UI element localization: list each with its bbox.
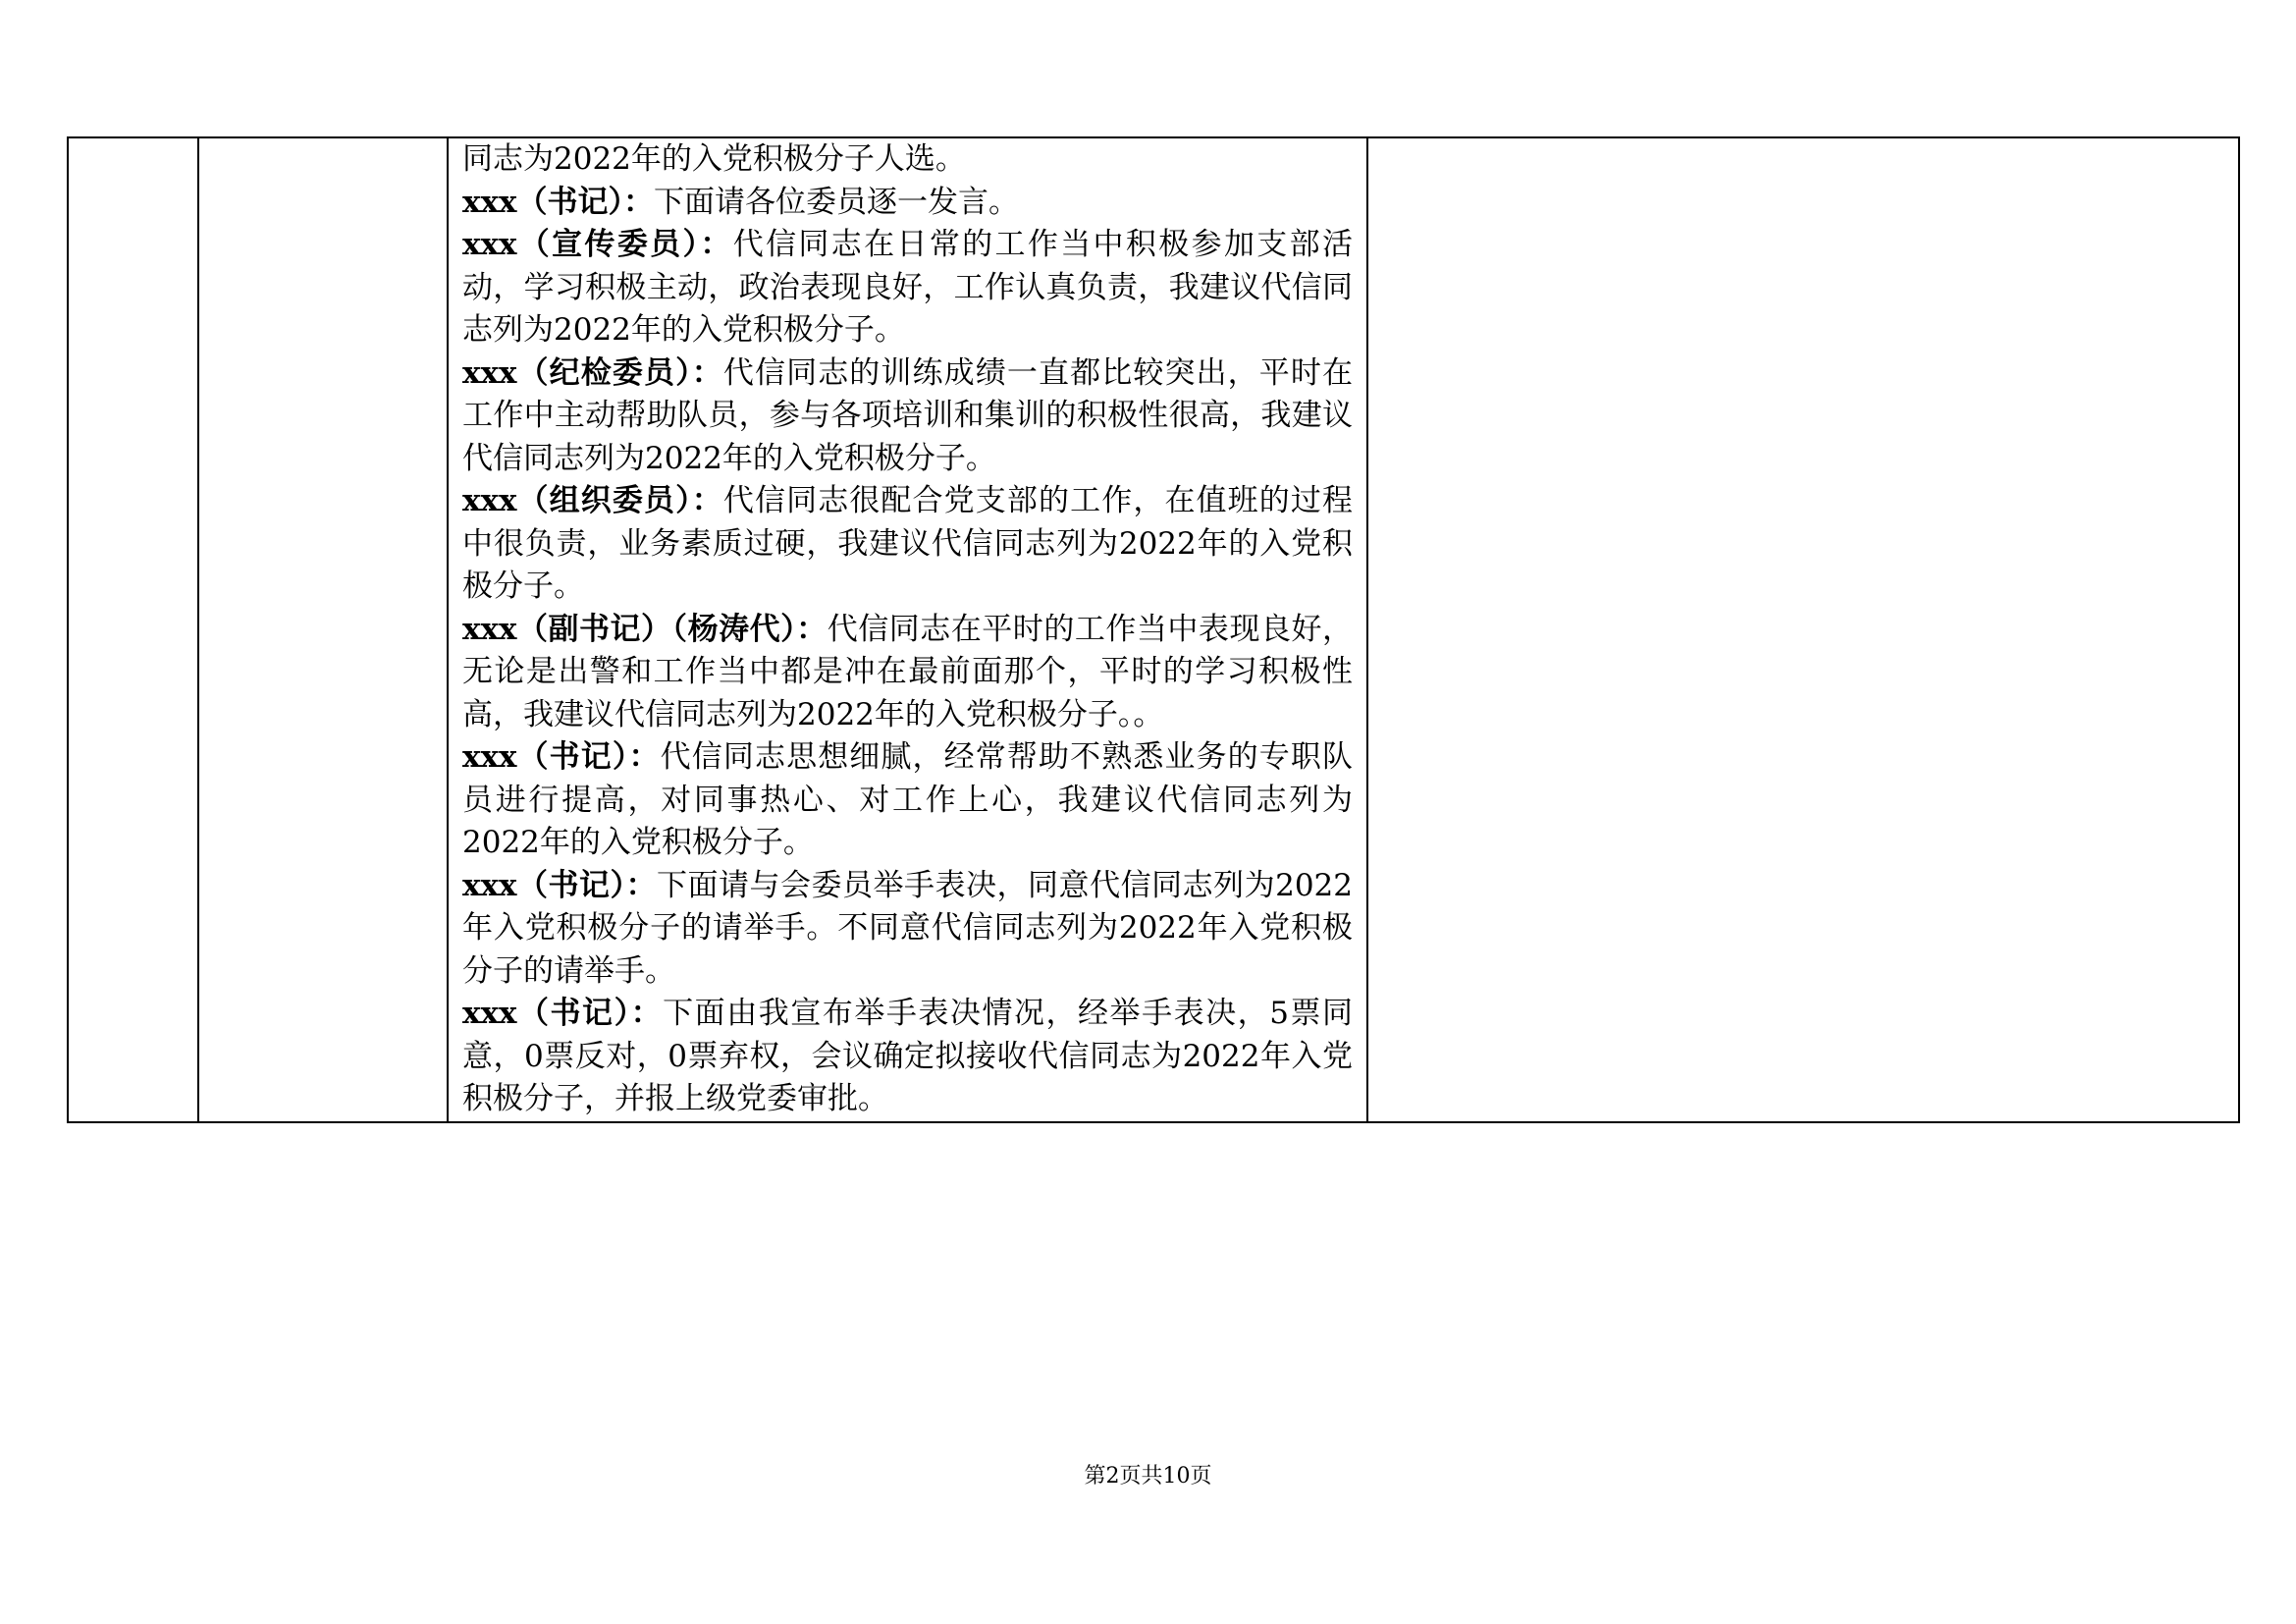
paragraph-6: [462, 609, 1353, 737]
paragraph-9: [462, 993, 1353, 1121]
paragraph-7: [462, 736, 1353, 865]
speaker-label: xxx（副书记）（杨涛代）：: [462, 611, 828, 647]
speaker-label: xxx（书记）：: [462, 867, 657, 903]
paragraph-text: 代信同志在平时的工作当中表现良好，无论是出警和工作当中都是冲在最前面那个，平时的学习积极性高，我建议代信同志列为2022年的入党积极分子。。: [462, 611, 1353, 732]
paragraph-text: 代信同志思想细腻，经常帮助不熟悉业务的专职队员进行提高，对同事热心、对工作上心，我建议代信同志列为2022年的入党积极分子。: [462, 739, 1353, 860]
page-number-footer: 第2页共10页: [1084, 1464, 1212, 1489]
speaker-label: xxx（宣传委员）：: [462, 227, 733, 262]
empty-cell-1: [68, 137, 198, 1122]
table-row: [68, 137, 2239, 1122]
empty-cell-2: [198, 137, 448, 1122]
minutes-table: [67, 136, 2240, 1123]
paragraph-2: [462, 182, 1353, 225]
paragraph-4: [462, 352, 1353, 481]
paragraph-5: [462, 480, 1353, 609]
paragraph-text: 下面由我宣布举手表决情况，经举手表决，5票同意，0票反对，0票弃权，会议确定拟接收代信同志为2022年入党积极分子，并报上级党委审批。: [462, 996, 1353, 1116]
meeting-content-cell: [448, 137, 1367, 1122]
paragraph-text: 同志为2022年的入党积极分子人选。: [462, 141, 966, 177]
paragraph-text: 代信同志在日常的工作当中积极参加支部活动，学习积极主动，政治表现良好，工作认真负责，我建议代信同志列为2022年的入党积极分子。: [462, 227, 1353, 348]
paragraph-text: 下面请各位委员逐一发言。: [653, 184, 1019, 220]
speaker-label: xxx（书记）：: [462, 996, 664, 1031]
empty-cell-4: [1367, 137, 2239, 1122]
paragraph-8: [462, 865, 1353, 994]
speaker-label: xxx（组织委员）：: [462, 483, 723, 518]
paragraph-text: 代信同志的训练成绩一直都比较突出，平时在工作中主动帮助队员，参与各项培训和集训的积极性很高，我建议代信同志列为2022年的入党积极分子。: [462, 354, 1354, 476]
speaker-label: xxx（书记）：: [462, 739, 661, 775]
speaker-label: xxx（书记）：: [462, 184, 654, 220]
speaker-label: xxx（纪检委员）：: [462, 354, 723, 391]
paragraph-text: 下面请与会委员举手表决，同意代信同志列为2022年入党积极分子的请举手。不同意代信同志列为2022年入党积极分子的请举手。: [462, 867, 1353, 989]
paragraph-1: [462, 138, 1353, 182]
paragraph-text: 代信同志很配合党支部的工作，在值班的过程中很负责，业务素质过硬，我建议代信同志列为2022年的入党积极分子。: [462, 483, 1354, 604]
paragraph-3: [462, 224, 1353, 352]
